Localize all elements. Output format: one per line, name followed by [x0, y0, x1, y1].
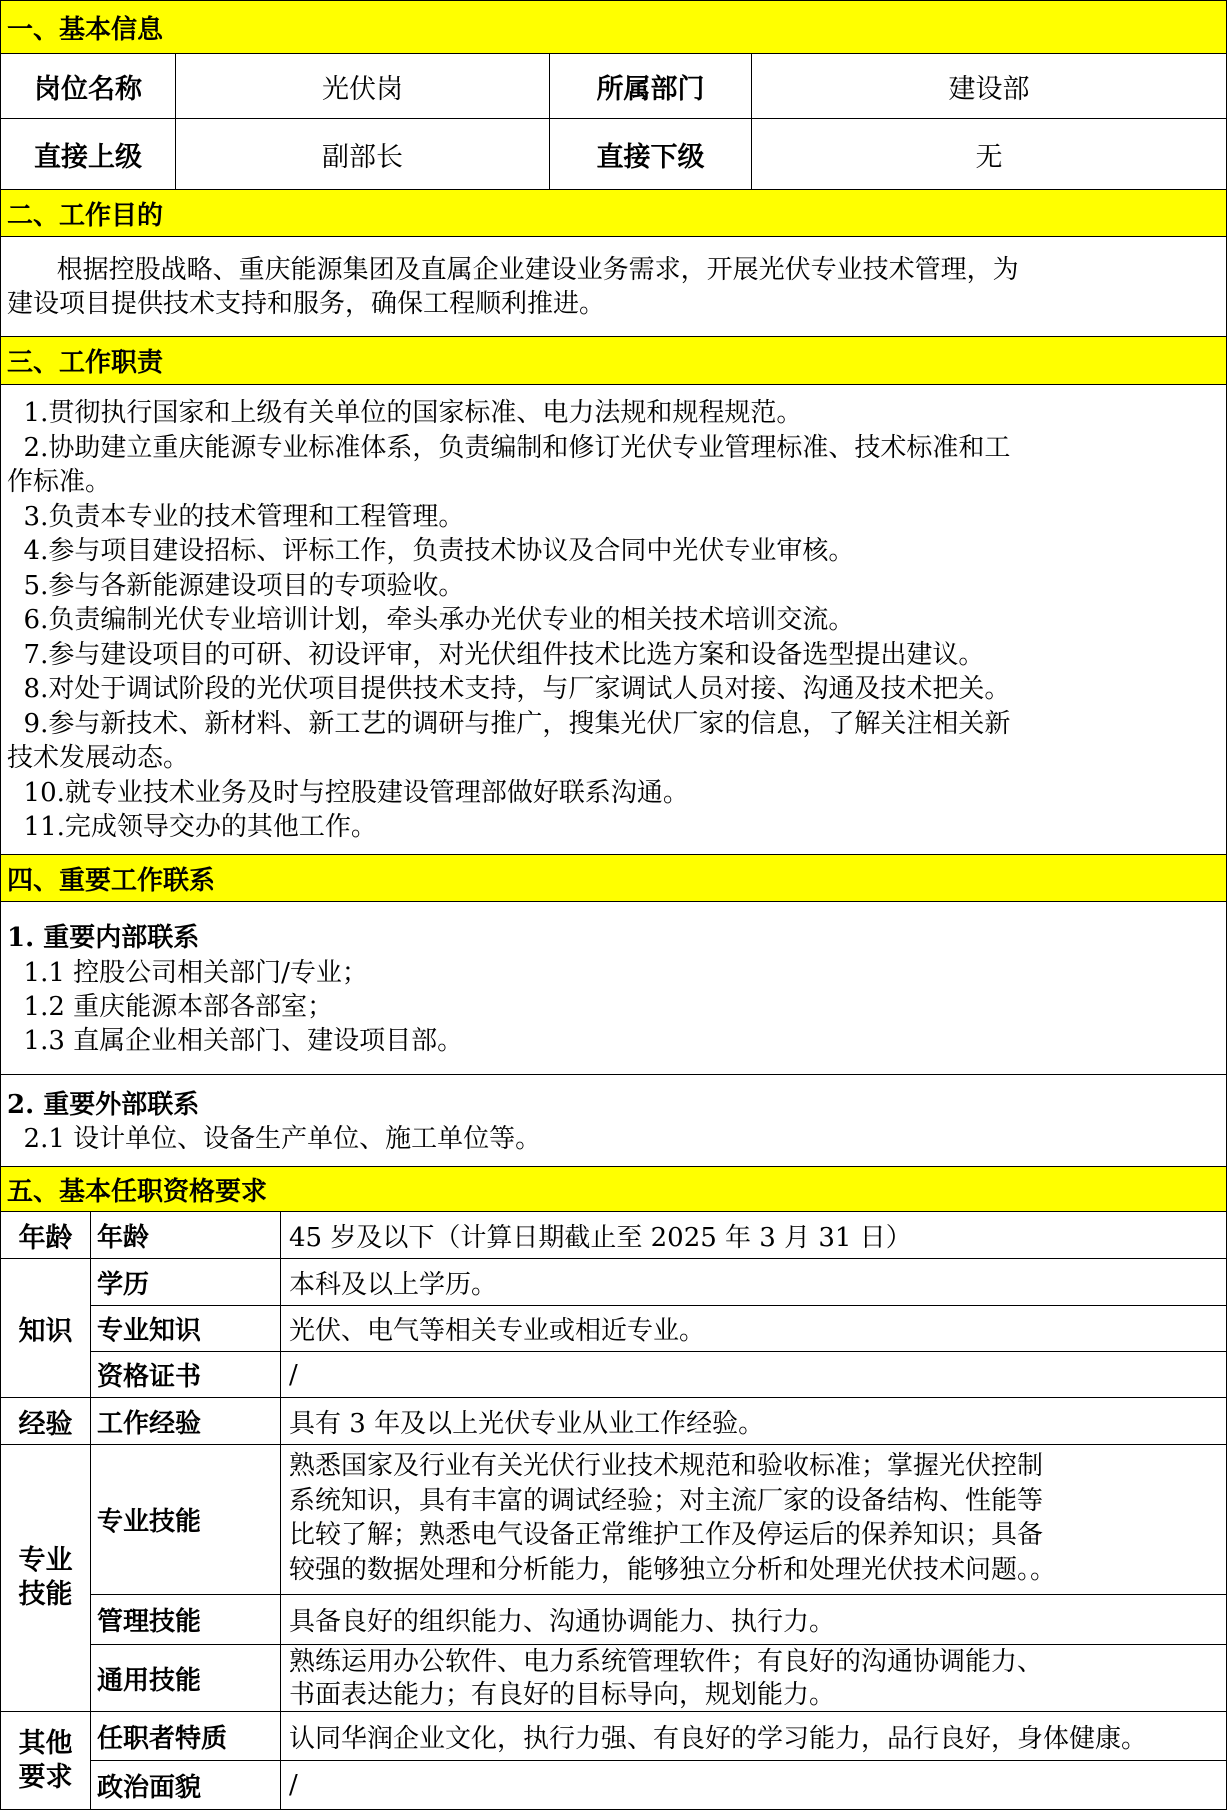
age-category: 年龄 — [0, 1211, 91, 1259]
other-category — [0, 1711, 91, 1810]
age-value: 45 岁及以下（计算日期截止至 2025 年 3 月 31 日） — [280, 1211, 1227, 1259]
other-category-line: 其他 — [18, 1727, 73, 1759]
section-title: 二、工作目的 — [7, 200, 164, 231]
duty-line: 7.参与建设项目的可研、初设评审，对光伏组件技术比选方案和设备选型提出建议。 — [7, 639, 985, 670]
section-duties-header — [0, 336, 1227, 385]
department-label: 所属部门 — [549, 53, 752, 119]
skills-category — [0, 1444, 91, 1712]
purpose-line: 根据控股战略、重庆能源集团及直属企业建设业务需求，开展光伏专业技术管理，为 — [7, 255, 1019, 285]
age-label: 年龄 — [90, 1211, 281, 1259]
duty-line: 作标准。 — [7, 467, 112, 497]
skills-category-line: 专业 — [18, 1545, 73, 1576]
section-relations-header — [0, 854, 1227, 902]
internal-relations-body — [0, 901, 1227, 1075]
trait-value: 认同华润企业文化，执行力强、有良好的学习能力，品行良好，身体健康。 — [280, 1711, 1227, 1761]
duty-line: 5.参与各新能源建设项目的专项验收。 — [7, 570, 465, 601]
duty-line: 1.贯彻执行国家和上级有关单位的国家标准、电力法规和规程规范。 — [7, 398, 803, 428]
internal-relation-line: 1.2 重庆能源本部各部室； — [7, 992, 334, 1022]
experience-value: 具有 3 年及以上光伏专业从业工作经验。 — [280, 1397, 1227, 1445]
external-relations-body — [0, 1074, 1227, 1167]
experience-category: 经验 — [0, 1397, 91, 1445]
management-skill-value: 具备良好的组织能力、沟通协调能力、执行力。 — [280, 1594, 1227, 1645]
knowledge-category: 知识 — [0, 1258, 91, 1398]
duty-line: 2.协助建立重庆能源专业标准体系，负责编制和修订光伏专业管理标准、技术标准和工 — [7, 432, 1011, 463]
duty-line: 9.参与新技术、新材料、新工艺的调研与推广，搜集光伏厂家的信息，了解关注相关新 — [7, 708, 1011, 739]
department-value: 建设部 — [751, 53, 1227, 119]
education-label: 学历 — [90, 1258, 281, 1306]
superior-value: 副部长 — [175, 118, 550, 190]
superior-label: 直接上级 — [0, 118, 176, 190]
duty-line: 8.对处于调试阶段的光伏项目提供技术支持，与厂家调试人员对接、沟通及技术把关。 — [7, 674, 1011, 704]
political-value: / — [280, 1760, 1227, 1810]
position-name-label: 岗位名称 — [0, 53, 176, 119]
general-skill-label: 通用技能 — [90, 1644, 281, 1712]
certificate-label: 资格证书 — [90, 1351, 281, 1398]
experience-label: 工作经验 — [90, 1397, 281, 1445]
subordinate-value: 无 — [751, 118, 1227, 190]
general-skill-line: 书面表达能力；有良好的目标导向，规划能力。 — [289, 1680, 836, 1710]
section-title: 四、重要工作联系 — [7, 865, 216, 896]
internal-relation-line: 1.3 直属企业相关部门、建设项目部。 — [7, 1026, 464, 1056]
section-title: 一、基本信息 — [7, 14, 164, 45]
trait-label: 任职者特质 — [90, 1711, 281, 1761]
external-relation-line: 2.1 设计单位、设备生产单位、施工单位等。 — [7, 1124, 542, 1154]
professional-skill-line: 系统知识，具有丰富的调试经验；对主流厂家的设备结构、性能等 — [289, 1485, 1044, 1516]
professional-skill-line: 熟悉国家及行业有关光伏行业技术规范和验收标准；掌握光伏控制 — [289, 1451, 1044, 1481]
section-qualifications-header — [0, 1166, 1227, 1212]
section-title: 三、工作职责 — [7, 348, 164, 378]
position-name-value: 光伏岗 — [175, 53, 550, 119]
management-skill-label: 管理技能 — [90, 1594, 281, 1645]
duty-line: 4.参与项目建设招标、评标工作，负责技术协议及合同中光伏专业审核。 — [7, 536, 855, 566]
duty-line: 技术发展动态。 — [7, 743, 190, 773]
certificate-value: / — [280, 1351, 1227, 1398]
duties-body — [0, 384, 1227, 855]
education-value: 本科及以上学历。 — [280, 1258, 1227, 1306]
internal-relation-line: 1.1 控股公司相关部门/专业； — [7, 958, 368, 988]
major-label: 专业知识 — [90, 1305, 281, 1352]
other-category-line: 要求 — [18, 1761, 73, 1793]
duty-line: 3.负责本专业的技术管理和工程管理。 — [7, 501, 465, 532]
duty-line: 11.完成领导交办的其他工作。 — [7, 812, 377, 842]
professional-skill-line: 比较了解；熟悉电气设备正常维护工作及停运后的保养知识；具备 — [289, 1520, 1044, 1550]
external-relations-heading: 2. 重要外部联系 — [7, 1090, 200, 1120]
duty-line: 10.就专业技术业务及时与控股建设管理部做好联系沟通。 — [7, 777, 689, 808]
section-basic-info-header — [0, 0, 1227, 54]
professional-skill-line: 较强的数据处理和分析能力，能够独立分析和处理光伏技术问题。。 — [289, 1554, 1057, 1585]
internal-relations-heading: 1. 重要内部联系 — [7, 923, 200, 953]
skills-category-line: 技能 — [18, 1579, 73, 1610]
section-purpose-header — [0, 189, 1227, 237]
purpose-line: 建设项目提供技术支持和服务，确保工程顺利推进。 — [7, 289, 606, 319]
professional-skill-value — [280, 1444, 1227, 1595]
section-title: 五、基本任职资格要求 — [7, 1176, 268, 1207]
subordinate-label: 直接下级 — [549, 118, 752, 190]
duty-line: 6.负责编制光伏专业培训计划，牵头承办光伏专业的相关技术培训交流。 — [7, 605, 855, 635]
general-skill-value — [280, 1644, 1227, 1712]
general-skill-line: 熟练运用办公软件、电力系统管理软件；有良好的沟通协调能力、 — [289, 1647, 1044, 1677]
political-label: 政治面貌 — [90, 1760, 281, 1810]
professional-skill-label: 专业技能 — [90, 1444, 281, 1595]
purpose-body — [0, 236, 1227, 337]
major-value: 光伏、电气等相关专业或相近专业。 — [280, 1305, 1227, 1352]
